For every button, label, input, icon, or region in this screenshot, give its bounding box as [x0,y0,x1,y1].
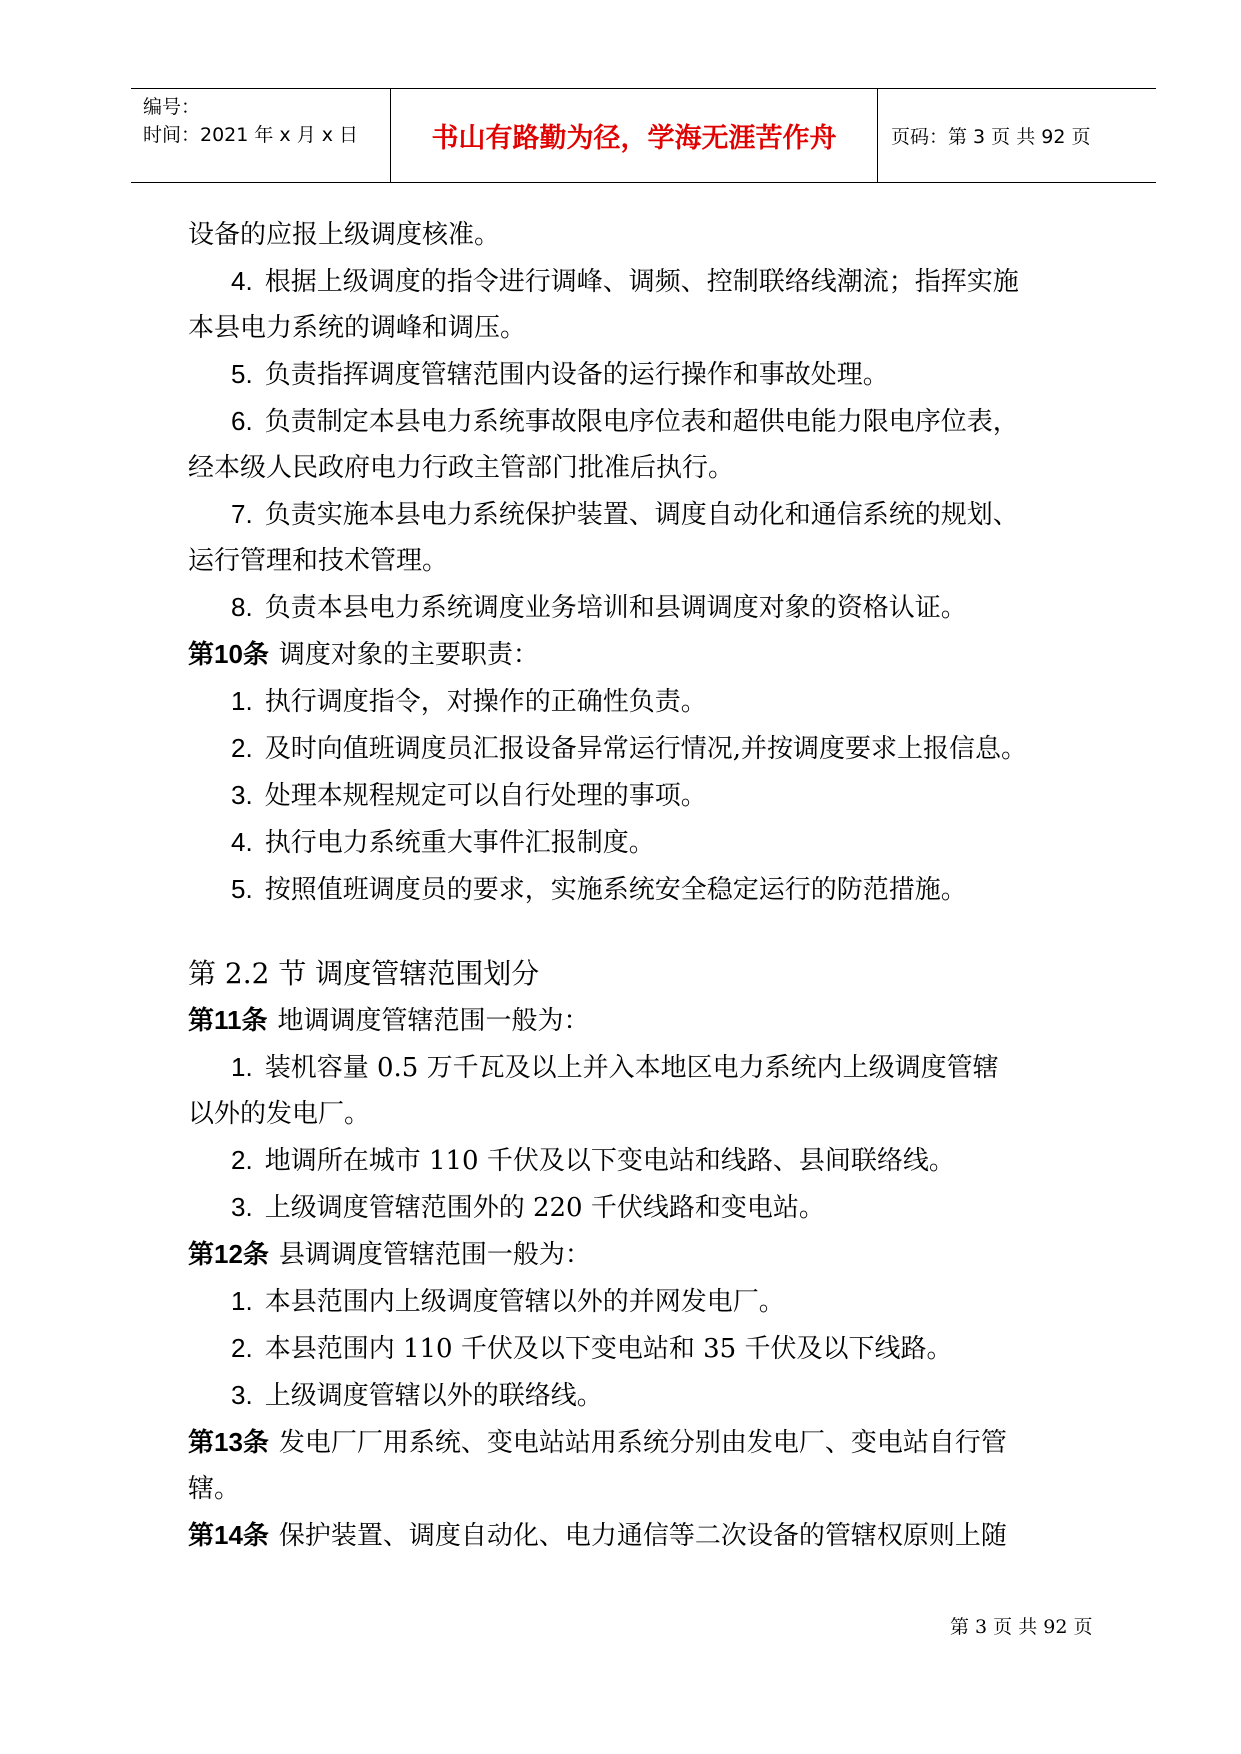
item-number: 8. [231,592,253,622]
header-page-number: 页码：第 3 页 共 92 页 [891,126,1091,148]
item-text: 处理本规程规定可以自行处理的事项。 [264,781,707,811]
item-number: 3. [231,1380,253,1410]
item-text: 装机容量 0.5 万千瓦及以上并入本地区电力系统内上级调度管辖 [264,1053,999,1083]
list-item [188,772,1108,819]
item-text: 按照值班调度员的要求，实施系统安全稳定运行的防范措施。 [264,875,967,905]
list-item [188,725,1108,772]
item-text: 执行调度指令，对操作的正确性负责。 [264,687,707,717]
item-number: 5. [231,874,253,904]
item-number: 5. [231,359,253,389]
article-number: 第13条 [188,1427,269,1457]
list-item [188,1044,1108,1091]
list-item [188,819,1108,866]
item-text: 负责实施本县电力系统保护装置、调度自动化和通信系统的规划、 [264,500,1019,530]
article-heading [188,1512,1108,1559]
item-number: 2. [231,1333,253,1363]
item-text: 及时向值班调度员汇报设备异常运行情况,并按调度要求上报信息。 [264,734,1027,764]
article-text: 保护装置、调度自动化、电力通信等二次设备的管辖权原则上随 [278,1521,1007,1551]
header-divider [877,89,878,182]
item-number: 6. [231,406,253,436]
item-text: 上级调度管辖范围外的 220 千伏线路和变电站。 [264,1193,825,1223]
item-text: 负责制定本县电力系统事故限电序位表和超供电能力限电序位表， [264,407,1019,437]
item-number: 2. [231,1145,253,1175]
article-heading [188,1419,1108,1466]
item-number: 1. [231,1052,253,1082]
paragraph-line: 辖。 [188,1474,241,1504]
article-heading [188,1231,1108,1278]
item-text: 根据上级调度的指令进行调峰、调频、控制联络线潮流；指挥实施 [264,267,1019,297]
item-text: 上级调度管辖以外的联络线。 [264,1381,603,1411]
list-item [188,258,1108,305]
paragraph-line: 本县电力系统的调峰和调压。 [188,313,527,343]
item-number: 3. [231,1192,253,1222]
item-text: 本县范围内 110 千伏及以下变电站和 35 千伏及以下线路。 [264,1334,953,1364]
list-item [188,351,1108,398]
item-number: 7. [231,499,253,529]
list-item [188,1278,1108,1325]
article-number: 第10条 [188,639,269,669]
article-text: 地调调度管辖范围一般为： [277,1006,590,1036]
article-heading [188,997,1108,1044]
item-number: 4. [231,827,253,857]
item-number: 1. [231,686,253,716]
article-text: 县调调度管辖范围一般为： [278,1240,591,1270]
section-heading: 第 2.2 节 调度管辖范围划分 [188,957,540,990]
article-number: 第14条 [188,1520,269,1550]
article-heading [188,631,1108,678]
list-item [188,1372,1108,1419]
paragraph-line: 设备的应报上级调度核准。 [188,220,501,250]
item-number: 2. [231,733,253,763]
list-item [188,866,1108,913]
header-motto: 书山有路勤为径，学海无涯苦作舟 [431,123,837,154]
document-date-label: 时间：2021 年 x 月 x 日 [143,124,359,146]
page-footer: 第 3 页 共 92 页 [950,1616,1093,1638]
list-item [188,1184,1108,1231]
list-item [188,398,1108,445]
page-header [131,88,1156,183]
item-number: 4. [231,266,253,296]
item-text: 执行电力系统重大事件汇报制度。 [264,828,655,858]
item-number: 1. [231,1286,253,1316]
document-body [188,212,1108,1559]
item-text: 负责指挥调度管辖范围内设备的运行操作和事故处理。 [264,360,889,390]
list-item [188,1325,1108,1372]
article-text: 调度对象的主要职责： [278,640,539,670]
item-number: 3. [231,780,253,810]
paragraph-line: 运行管理和技术管理。 [188,546,449,576]
list-item [188,584,1108,631]
item-text: 本县范围内上级调度管辖以外的并网发电厂。 [264,1287,785,1317]
list-item [188,678,1108,725]
paragraph-line: 经本级人民政府电力行政主管部门批准后执行。 [188,453,735,483]
article-number: 第11条 [188,1005,268,1035]
item-text: 地调所在城市 110 千伏及以下变电站和线路、县间联络线。 [264,1146,955,1176]
list-item [188,1137,1108,1184]
list-item [188,491,1108,538]
document-number-label: 编号： [143,96,201,118]
paragraph-line: 以外的发电厂。 [188,1099,371,1129]
article-text: 发电厂厂用系统、变电站站用系统分别由发电厂、变电站自行管 [278,1428,1007,1458]
item-text: 负责本县电力系统调度业务培训和县调调度对象的资格认证。 [264,593,967,623]
article-number: 第12条 [188,1239,269,1269]
